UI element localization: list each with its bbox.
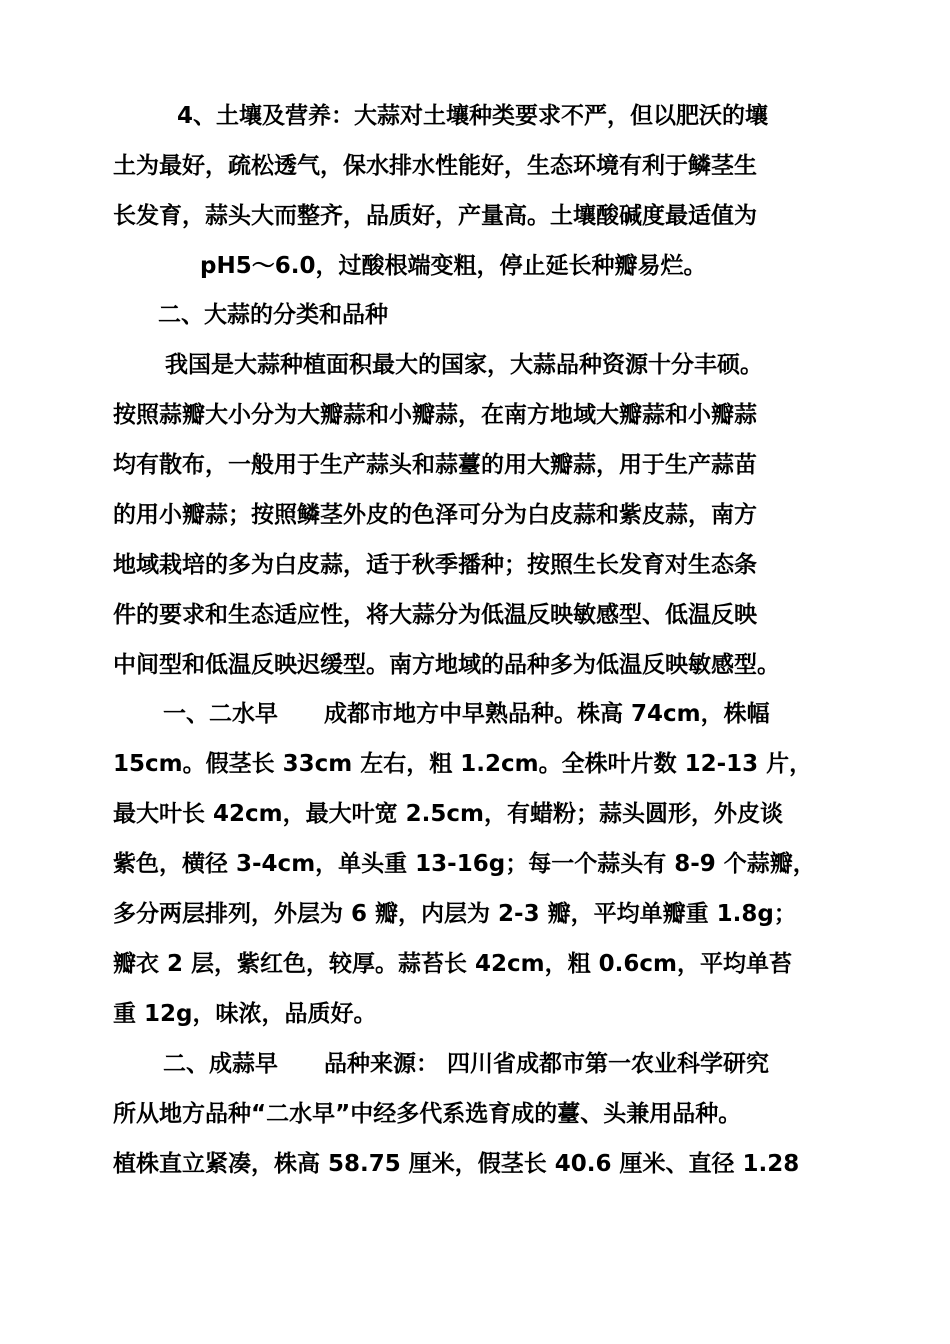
text-line: 土为最好，疏松透气，保水排水性能好，生态环境有利于鳞茎生 bbox=[113, 153, 757, 179]
text-line: 最大叶长 42cm，最大叶宽 2.5cm，有蜡粉；蒜头圆形，外皮谈 bbox=[113, 801, 783, 827]
text-line: 多分两层排列，外层为 6 瓣，内层为 2-3 瓣，平均单瓣重 1.8g； bbox=[113, 901, 797, 927]
text-line: 重 12g，味浓，品质好。 bbox=[113, 1001, 377, 1027]
text-line: 紫色，横径 3-4cm，单头重 13-16g；每一个蒜头有 8-9 个蒜瓣， bbox=[113, 851, 816, 877]
text-line: 中间型和低温反映迟缓型。南方地域的品种多为低温反映敏感型。 bbox=[113, 652, 780, 678]
text-line: 均有散布，一般用于生产蒜头和蒜薹的用大瓣蒜，用于生产蒜苗 bbox=[113, 452, 757, 478]
text-line: 瓣衣 2 层，紫红色，较厚。蒜苔长 42cm，粗 0.6cm，平均单苔 bbox=[113, 951, 792, 977]
text-line: 地域栽培的多为白皮蒜，适于秋季播种；按照生长发育对生态条 bbox=[113, 552, 757, 578]
text-line: 所从地方品种“二水早”中经多代系选育成的薹、头兼用品种。 bbox=[113, 1101, 742, 1127]
variety-heading-line: 一、二水早 成都市地方中早熟品种。株高 74cm，株幅 bbox=[163, 701, 770, 727]
text-line: 的用小瓣蒜；按照鳞茎外皮的色泽可分为白皮蒜和紫皮蒜，南方 bbox=[113, 502, 757, 528]
text-line: 15cm。假茎长 33cm 左右，粗 1.2cm。全株叶片数 12-13 片， bbox=[113, 751, 813, 777]
text-line: 按照蒜瓣大小分为大瓣蒜和小瓣蒜，在南方地域大瓣蒜和小瓣蒜 bbox=[113, 402, 757, 428]
text-line: 植株直立紧凑，株高 58.75 厘米，假茎长 40.6 厘米、直径 1.28 bbox=[113, 1151, 800, 1177]
text-line: 4、土壤及营养：大蒜对土壤种类要求不严，但以肥沃的壤 bbox=[177, 103, 769, 129]
text-line: 件的要求和生态适应性，将大蒜分为低温反映敏感型、低温反映 bbox=[113, 602, 757, 628]
text-line: pH5～6.0，过酸根端变粗，停止延长种瓣易烂。 bbox=[200, 253, 707, 279]
text-line: 长发育，蒜头大而整齐，品质好，产量高。土壤酸碱度最适值为 bbox=[113, 203, 757, 229]
variety-heading-line: 二、成蒜早 品种来源： 四川省成都市第一农业科学研究 bbox=[163, 1051, 770, 1077]
section-heading: 二、大蒜的分类和品种 bbox=[158, 302, 388, 328]
text-line: 我国是大蒜种植面积最大的国家，大蒜品种资源十分丰硕。 bbox=[165, 352, 763, 378]
